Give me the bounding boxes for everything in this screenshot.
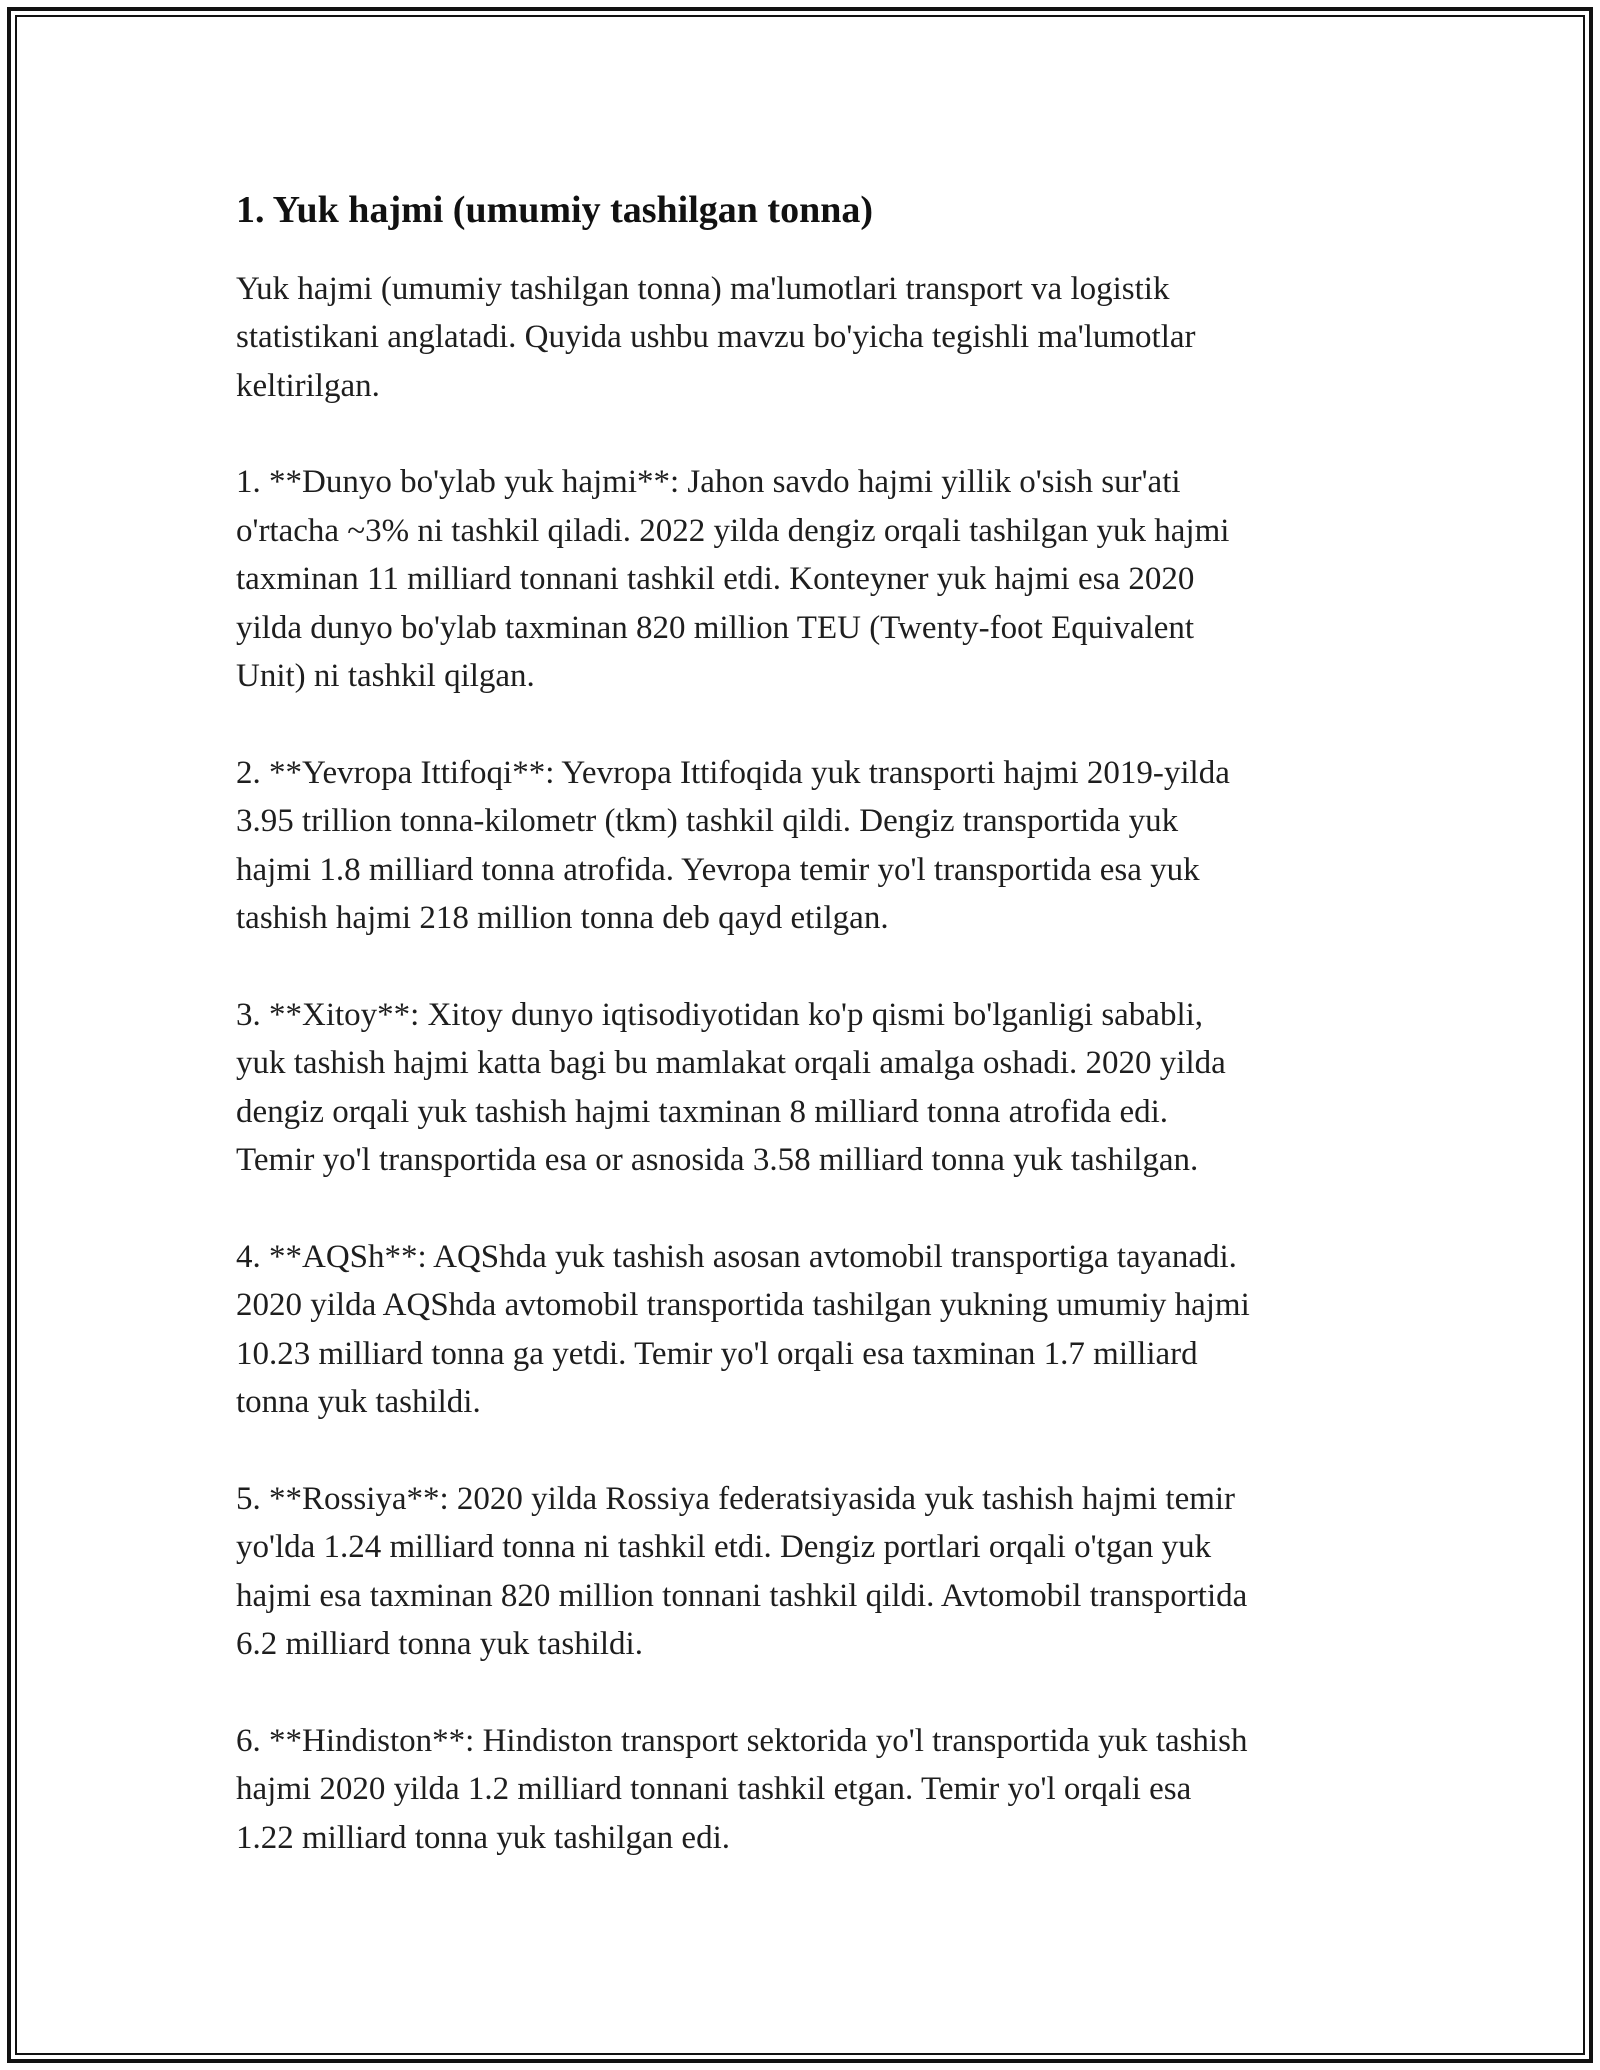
paragraph-china: 3. **Xitoy**: Xitoy dunyo iqtisodiyotidan ko'p qismi bo'lganligi sababli, yuk tashish hajmi katta bagi bu mamlakat orqali amalga oshadi. 2020 yilda dengiz orqali yuk tashish hajmi taxminan 8 milliard tonna atrofida edi. Temir yo'l transportida esa or asnosida 3.58 milliard tonna yuk tashilgan. (236, 996, 1226, 1179)
paragraph-usa: 4. **AQSh**: AQShda yuk tashish asosan avtomobil transportiga tayanadi. 2020 yilda AQShda avtomobil transportida tashilgan yukning umumiy hajmi 10.23 milliard tonna ga yetdi. Temir yo'l orqali esa taxminan 1.7 milliard tonna yuk tashildi. (236, 1238, 1250, 1421)
paragraph-eu: 2. **Yevropa Ittifoqi**: Yevropa Ittifoqida yuk transporti hajmi 2019-yilda 3.95 trillion tonna-kilometr (tkm) tashkil qildi. Dengiz transportida yuk hajmi 1.8 milliard tonna atrofida. Yevropa temir yo'l transportida esa yuk tashish hajmi 218 million tonna deb qayd etilgan. (236, 754, 1230, 937)
paragraph-world: 1. **Dunyo bo'ylab yuk hajmi**: Jahon savdo hajmi yillik o'sish sur'ati o'rtacha ~3% ni tashkil qiladi. 2022 yilda dengiz orqali tashilgan yuk hajmi taxminan 11 milliard tonnani tashkil etdi. Konteyner yuk hajmi esa 2020 yilda dunyo bo'ylab taxminan 820 million TEU (Twenty-foot Equivalent Unit) ni tashkil qilgan. (236, 464, 1230, 695)
document-body (236, 178, 1376, 1910)
paragraph-india: 6. **Hindiston**: Hindiston transport sektorida yo'l transportida yuk tashish hajmi 2020 yilda 1.2 milliard tonnani tashkil etgan. Temir yo'l orqali esa 1.22 milliard tonna yuk tashilgan edi. (236, 1722, 1248, 1856)
section-heading: 1. Yuk hajmi (umumiy tashilgan tonna) (236, 189, 874, 231)
paragraph-russia: 5. **Rossiya**: 2020 yilda Rossiya federatsiyasida yuk tashish hajmi temir yo'lda 1.24 milliard tonna ni tashkil etdi. Dengiz portlari orqali o'tgan yuk hajmi esa taxminan 820 million tonnani tashkil qildi. Avtomobil transportida 6.2 milliard tonna yuk tashildi. (236, 1480, 1248, 1663)
intro-paragraph: Yuk hajmi (umumiy tashilgan tonna) ma'lumotlari transport va logistik statistikani anglatadi. Quyida ushbu mavzu bo'yicha tegishli ma'lumotlar keltirilgan. (236, 270, 1196, 404)
